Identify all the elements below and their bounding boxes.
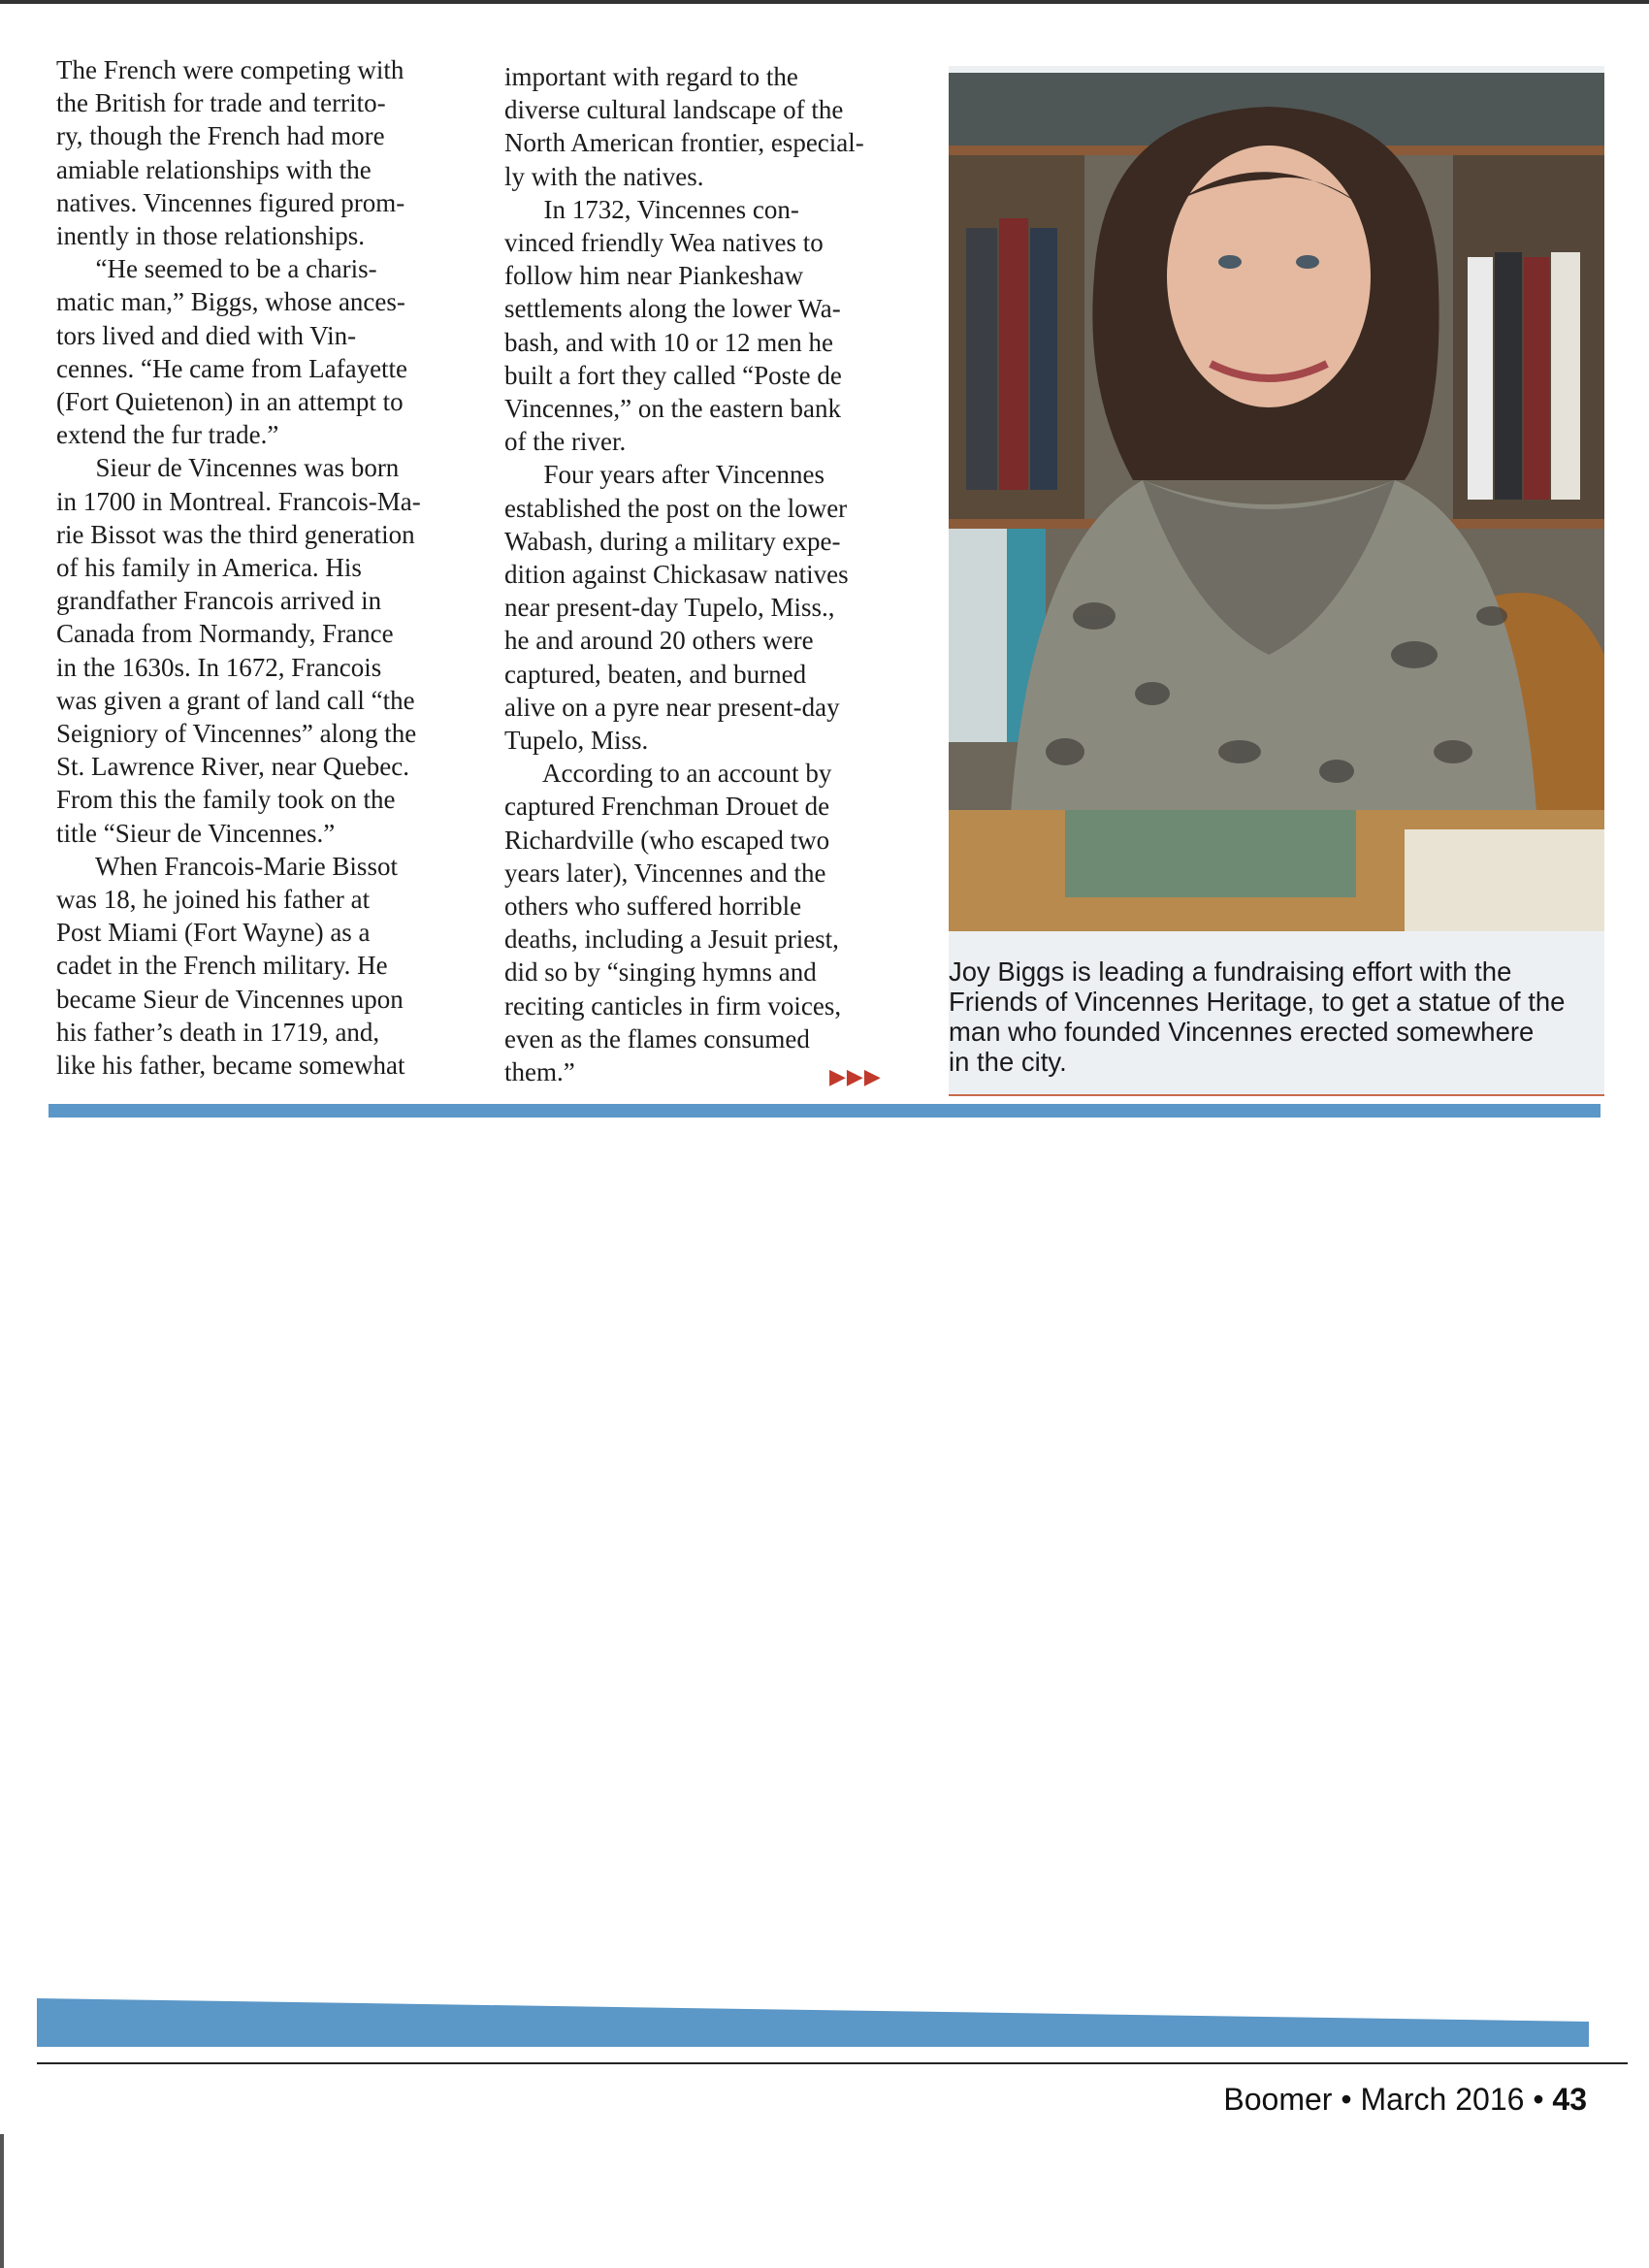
footer-accent-bar: [37, 1998, 1589, 2047]
caption-divider: [949, 1094, 1604, 1096]
page-number: 43: [1552, 2082, 1587, 2117]
portrait-photo: [949, 73, 1604, 931]
scan-edge-left: [0, 2134, 4, 2268]
page-footer: [1223, 2082, 1587, 2118]
article-column-1: The French were competing with the British for trade and territo- ry, though the French had more amiable relationships with the natives. Vincennes figured prom- inently in those relationships. “He seemed to be a charis- matic man,” Biggs, whose ances- tors lived and died with Vin- cennes. “He came from Lafayette (Fort Quietenon) in an attempt to extend the fur trade.” Sieur de Vincennes was born in 1700 in Montreal. Francois-Ma- rie Bissot was the third generation of his family in America. His grandfather Francois arrived in Canada from Normandy, France in the 1630s. In 1672, Francois was given a grant of land call “the Seigniory of Vincennes” along the St. Lawrence River, near Quebec. From this the family took on the title “Sieur de Vincennes.” When Francois-Marie Bissot was 18, he joined his father at Post Miami (Fort Wayne) as a cadet in the French military. He became Sieur de Vincennes upon his father’s death in 1719, and, like his father, became somewhat: [56, 55, 421, 1081]
scan-edge-top: [0, 0, 1649, 4]
footer-rule: [37, 2062, 1628, 2064]
continue-arrows-icon: ▶▶▶: [829, 1065, 882, 1089]
publication-name: Boomer: [1223, 2082, 1333, 2117]
footer-separator: •: [1533, 2082, 1544, 2117]
section-divider-bar: [48, 1104, 1600, 1118]
footer-separator: •: [1341, 2082, 1352, 2117]
portrait-photo-illustration: [949, 73, 1604, 931]
photo-caption: Joy Biggs is leading a fundraising effort with the Friends of Vincennes Heritage, to get a statue of the man who founded Vincennes erected somewhere in the city.: [949, 956, 1566, 1077]
issue-date: March 2016: [1360, 2082, 1525, 2117]
article-column-2: important with regard to the diverse cultural landscape of the North American frontier, especial- ly with the natives. In 1732, Vincennes con- vinced friendly Wea natives to follow him near Piankeshaw settlements along the lower Wa- bash, and with 10 or 12 men he built a fort they called “Poste de Vincennes,” on the eastern bank of the river. Four years after Vincennes established the post on the lower Wabash, during a military expe- dition against Chickasaw natives near present-day Tupelo, Miss., he and around 20 others were captured, beaten, and burned alive on a pyre near present-day Tupelo, Miss. According to an account by captured Frenchman Drouet de Richardville (who escaped two years later), Vincennes and the others who suffered horrible deaths, including a Jesuit priest, did so by “singing hymns and reciting canticles in firm voices, even as the flames consumed them.”: [504, 62, 864, 1087]
